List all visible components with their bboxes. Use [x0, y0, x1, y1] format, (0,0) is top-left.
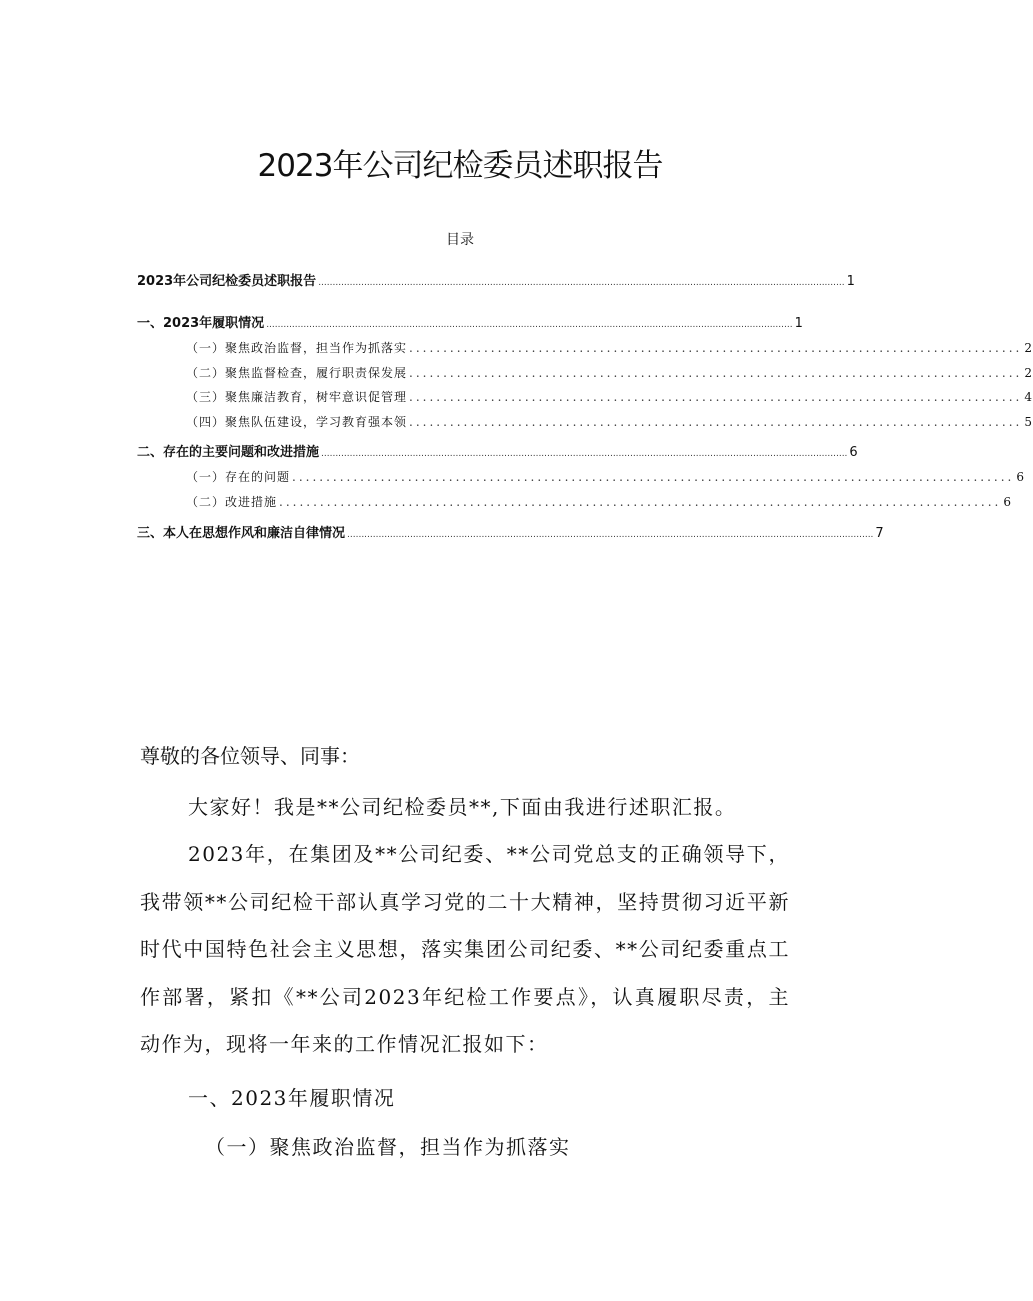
toc-entry-page: 4: [1024, 390, 1033, 404]
toc-entry[interactable]: [186, 493, 1012, 511]
toc-entry-label: （一）聚焦政治监督，担当作为抓落实: [186, 341, 408, 355]
toc-entry-page: 5: [1024, 415, 1033, 429]
toc-entry-page: 6: [1003, 495, 1012, 509]
toc-leader: ..........................................................................................................: [292, 470, 1015, 484]
toc-entry-page: 1: [846, 274, 855, 289]
toc-entry-label: 2023年公司纪检委员述职报告: [137, 274, 317, 289]
toc-entry-page: 2: [1024, 366, 1033, 380]
toc-entry[interactable]: [137, 441, 858, 460]
toc-entry-label: （三）聚焦廉洁教育，树牢意识促管理: [186, 390, 408, 404]
toc-entry[interactable]: [186, 413, 1033, 431]
toc-leader: ..........................................................................................................: [279, 495, 1002, 509]
toc-leader: ..........................................................................................: [409, 341, 1023, 355]
toc-heading: 目录: [446, 232, 474, 248]
toc-entry-label: 三、本人在思想作风和廉洁自律情况: [137, 526, 346, 541]
toc-leader: ..........................................................................................: [409, 415, 1023, 429]
document-title: 2023年公司纪检委员述职报告: [257, 148, 663, 184]
summary-paragraph: 2023年，在集团及**公司纪委、**公司党总支的正确领导下，我带领**公司纪检干部认真学习党的二十大精神，坚持贯彻习近平新时代中国特色社会主义思想，落实集团公司纪委、**公司纪委重点工作部署，紧扣《**公司2023年纪检工作要点》，认真履职尽责，主动作为，现将一年来的工作情况汇报如下：: [140, 842, 790, 1056]
toc-entry-page: 1: [794, 316, 803, 331]
section-heading: 一、2023年履职情况: [188, 1086, 396, 1110]
toc-entry-page: 7: [875, 526, 884, 541]
toc-entry-label: （一）存在的问题: [186, 470, 291, 484]
greeting: 尊敬的各位领导、同事：: [140, 744, 360, 768]
toc-entry[interactable]: [186, 339, 1033, 357]
toc-entry-label: 二、存在的主要问题和改进措施: [137, 445, 320, 460]
toc-leader: ........................................................................................................................................................................................: [321, 449, 848, 459]
toc-entry[interactable]: [186, 364, 1033, 382]
toc-entry-label: 一、2023年履职情况: [137, 316, 265, 331]
toc-entry-page: 6: [1016, 470, 1025, 484]
toc-leader: ........................................................................................................................................................................................: [347, 530, 874, 540]
toc-entry-label: （二）改进措施: [186, 495, 278, 509]
toc-entry[interactable]: [137, 270, 855, 289]
toc-entry-label: （二）聚焦监督检查，履行职责保发展: [186, 366, 408, 380]
toc-entry[interactable]: [186, 388, 1033, 406]
toc-leader: ........................................................................................................................................................................................: [318, 278, 845, 288]
intro-paragraph: 大家好！我是**公司纪检委员**,下面由我进行述职汇报。: [188, 795, 737, 819]
subsection-heading: （一）聚焦政治监督，担当作为抓落实: [205, 1135, 571, 1159]
toc-entry[interactable]: [137, 522, 884, 541]
toc-entry-label: （四）聚焦队伍建设，学习教育强本领: [186, 415, 408, 429]
toc-leader: ..........................................................................................: [409, 366, 1023, 380]
toc-entry-page: 2: [1024, 341, 1033, 355]
toc-leader: ........................................................................................................................................................................................: [266, 320, 793, 330]
toc-entry[interactable]: [137, 312, 803, 331]
toc-leader: ..........................................................................................: [409, 390, 1023, 404]
toc-entry-page: 6: [849, 445, 858, 460]
toc-entry[interactable]: [186, 468, 1025, 486]
